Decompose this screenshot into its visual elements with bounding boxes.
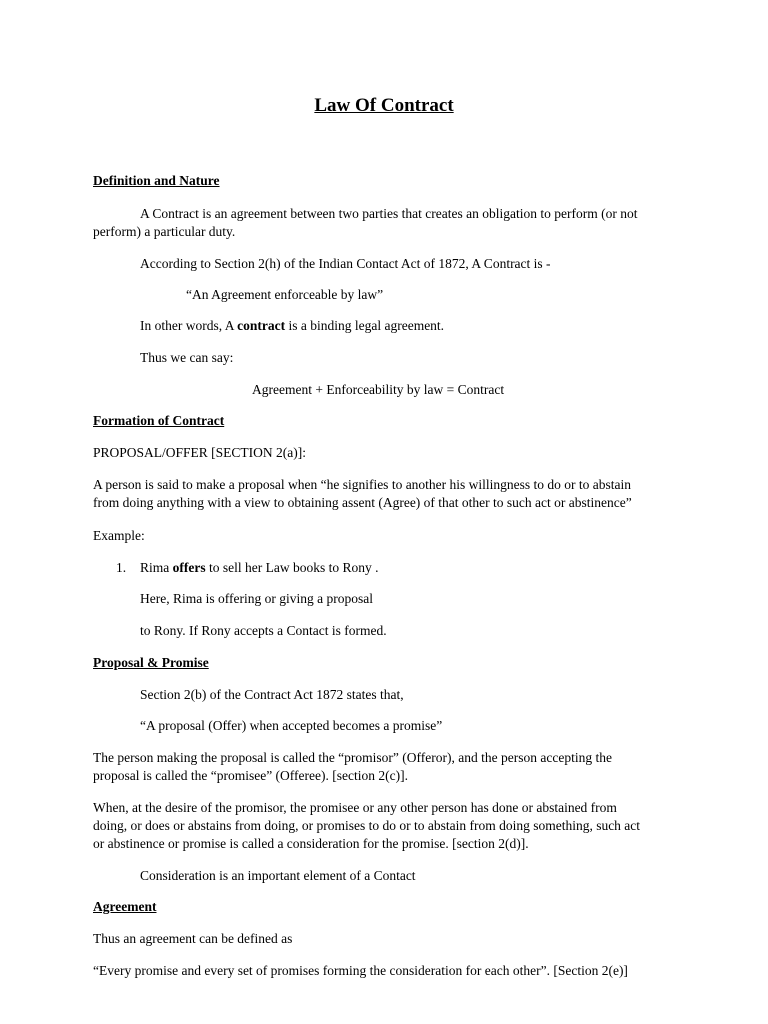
paragraph-line: doing, or does or abstains from doing, or promises to do or to abstain from doing something, such act: [93, 818, 641, 833]
bold-term: offers: [172, 560, 206, 575]
list-item: [140, 559, 378, 577]
paragraph-line: Thus an agreement can be defined as: [93, 931, 293, 946]
paragraph-line: from doing anything with a view to obtaining assent (Agree) of that other to such act or abstinence”: [93, 495, 632, 510]
list-item-line: Here, Rima is offering or giving a proposal: [140, 591, 373, 606]
example-label: Example:: [93, 528, 145, 543]
paragraph-line: When, at the desire of the promisor, the promisee or any other person has done or abstained from: [93, 800, 617, 815]
section-heading-agreement: Agreement: [93, 899, 157, 914]
paragraph-line: The person making the proposal is called the “promisor” (Offeror), and the person accepting the: [93, 750, 612, 765]
paragraph-line: or abstinence or promise is called a consideration for the promise. [section 2(d)].: [93, 836, 529, 851]
subheading-proposal-offer: PROPOSAL/OFFER [SECTION 2(a)]:: [93, 445, 307, 460]
paragraph-line: [140, 317, 444, 335]
quote-line: “A proposal (Offer) when accepted becomes a promise”: [140, 718, 443, 733]
bold-term: contract: [237, 318, 286, 333]
section-heading-formation: Formation of Contract: [93, 413, 225, 428]
text-run: In other words, A: [140, 318, 238, 333]
paragraph-line: Section 2(b) of the Contract Act 1872 states that,: [140, 687, 404, 702]
paragraph-line: “Every promise and every set of promises forming the consideration for each other”. [Section 2(e)]: [93, 963, 628, 978]
quote-line: “An Agreement enforceable by law”: [186, 287, 384, 302]
text-run: Rima: [140, 560, 173, 575]
section-heading-definition: Definition and Nature: [93, 173, 220, 188]
paragraph-line: Thus we can say:: [140, 350, 234, 365]
text-run: is a binding legal agreement.: [285, 318, 445, 333]
paragraph-line: According to Section 2(h) of the Indian Contact Act of 1872, A Contract is -: [140, 256, 551, 271]
paragraph-line: perform) a particular duty.: [93, 224, 236, 239]
text-run: to sell her Law books to Rony .: [205, 560, 379, 575]
list-number: 1.: [116, 560, 127, 575]
list-item-line: to Rony. If Rony accepts a Contact is formed.: [140, 623, 387, 638]
equation-line: Agreement + Enforceability by law = Contract: [252, 382, 505, 397]
paragraph-line: A person is said to make a proposal when “he signifies to another his willingness to do or to abstain: [93, 477, 632, 492]
paragraph-line: A Contract is an agreement between two parties that creates an obligation to perform (or not: [140, 206, 638, 221]
paragraph-line: Consideration is an important element of a Contact: [140, 868, 416, 883]
section-heading-proposal-promise: Proposal & Promise: [93, 655, 209, 670]
page-title: Law Of Contract: [314, 95, 454, 116]
paragraph-line: proposal is called the “promisee” (Offeree). [section 2(c)].: [93, 768, 408, 783]
